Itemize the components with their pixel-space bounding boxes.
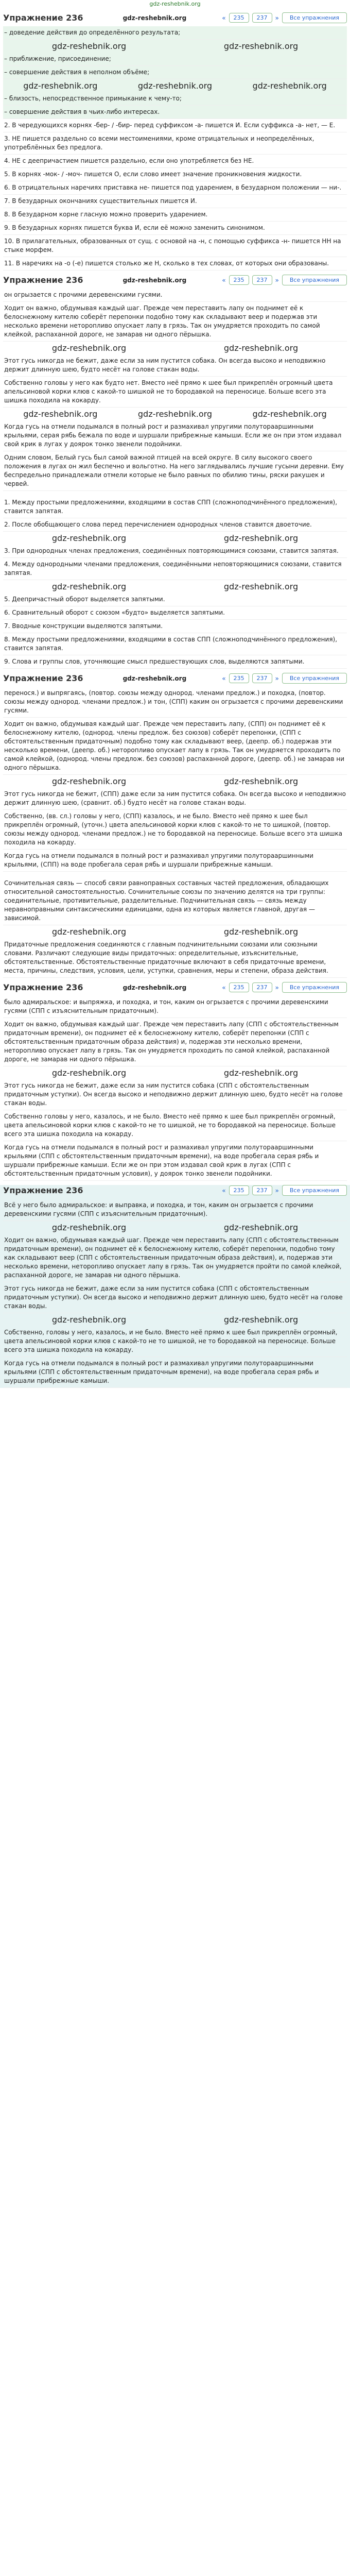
watermark: gdz-reshebnik.org [223, 533, 299, 543]
answer-line: 1. Между простыми предложениями, входящими в состав СПП (сложноподчинённого предложения), ставится запятая. [3, 496, 347, 518]
watermark: gdz-reshebnik.org [223, 343, 299, 353]
answer-line: 9. В безударных корнях пишется буква И, если её можно заменить синонимом. [3, 222, 347, 235]
next-arrow-icon[interactable]: » [275, 14, 279, 22]
answer-line: 10. В прилагательных, образованных от сущ. с основой на -н, с помощью суффикса -н- пишется НН на стыке морфем. [3, 235, 347, 257]
all-exercises-button[interactable]: Все упражнения [282, 12, 347, 23]
answer-line: – приближение, присоединение; [3, 53, 347, 66]
answer-line: 11. В наречиях на -о (-е) пишется столько же Н, сколько в тех словах, от которых они образованы. [3, 257, 347, 270]
next-arrow-icon[interactable]: » [275, 276, 279, 284]
watermark: gdz-reshebnik.org [122, 674, 187, 682]
site-header[interactable]: gdz-reshebnik.org [149, 1, 201, 7]
watermark: gdz-reshebnik.org [223, 41, 299, 51]
watermark-row [3, 40, 347, 53]
exercise-title: Упражнение 236 [3, 13, 83, 23]
watermark: gdz-reshebnik.org [51, 927, 127, 937]
prev-arrow-icon[interactable]: « [222, 14, 226, 22]
answer-line: – близость, непосредственное примыкание к чему-то; [3, 92, 347, 106]
exercise-section-1 [0, 12, 350, 270]
next-arrow-icon[interactable]: » [275, 674, 279, 682]
answer-line: 6. В отрицательных наречиях приставка не- пишется под ударением, в безударном положении — ни-. [3, 181, 347, 195]
watermark-row [3, 1221, 347, 1234]
prev-page-button[interactable]: 235 [229, 275, 249, 285]
watermark: gdz-reshebnik.org [223, 927, 299, 937]
watermark: gdz-reshebnik.org [137, 409, 213, 419]
answer-line: 2. В чередующихся корнях -бер- / -бир- перед суффиксом -а- пишется И. Если суффикса -а- нет, — Е. [3, 119, 347, 132]
next-page-button[interactable]: 237 [252, 13, 272, 23]
answer-line: Придаточные предложения соединяются с главным подчинительными союзами или союзными словами. Различают следующие виды придаточных: определительные, изъяснительные, обстоятельственные. Обстоятельственные придаточные включают в себя придаточные времени, места, причины, следствия, условия, цели, уступки, сравнения, меры и степени, образа действия. [3, 938, 347, 978]
prev-page-button[interactable]: 235 [229, 1185, 249, 1195]
answer-line: Одним словом, Белый гусь был самой важной птицей на всей округе. В силу высокого своего положения в лугах он жил беспечно и вольготно. На него заглядывались лучшие гусыни деревни. Ему беспредельно принадлежали отмели которые не было равных по обилию тины, ряски ракушек и червей. [3, 451, 347, 491]
next-page-button[interactable]: 237 [252, 673, 272, 683]
exercise-section-5 [0, 872, 350, 978]
next-arrow-icon[interactable]: » [275, 984, 279, 991]
watermark: gdz-reshebnik.org [223, 1223, 299, 1232]
exercise-section-2 [0, 275, 350, 491]
answer-line: 6. Сравнительный оборот с союзом «будто» выделяется запятыми. [3, 606, 347, 620]
watermark-row [3, 1313, 347, 1326]
answer-line: Собственно головы у него, казалось, и не было. Вместо неё прямо к шее был прикреплён огромный, цвета апельсиновой корки клюв с какой-то не то шишкой, не то бородавкой на переносице. Больше всего эта шишка походила на кокарду. [3, 1110, 347, 1141]
answer-line: Этот гусь никогда не бежит, даже если за ним пустится собака (СПП с обстоятельственным придаточным уступки). Он всегда высоко и неподвижно держит длинную шею, будто несёт на голове стакан воды. [3, 1079, 347, 1110]
exercise-title: Упражнение 236 [3, 1185, 83, 1195]
watermark: gdz-reshebnik.org [51, 41, 127, 51]
answer-line: было адмиральское: и выпряжка, и походка, и тон, каким он огрызается с прочими деревенскими гусями (СПП с изъяснительным придаточным). [3, 996, 347, 1018]
watermark: gdz-reshebnik.org [223, 1315, 299, 1325]
answer-line: Этот гусь никогда не бежит, (СПП) даже если за ним пустится собака. Он всегда высоко и неподвижно держит длинную шею, (сравнит. об.) будто несёт на голове стакан воды. [3, 788, 347, 810]
spacer [3, 872, 347, 877]
watermark: gdz-reshebnik.org [122, 276, 187, 284]
exercise-section-6 [0, 982, 350, 1181]
answer-line: 4. НЕ с деепричастием пишется раздельно, если оно употребляется без НЕ. [3, 155, 347, 168]
exercise-nav [222, 12, 347, 23]
exercise-nav [222, 673, 347, 684]
answer-line: Всё у него было адмиральское: и выправка, и походка, и тон, каким он огрызается с прочими деревенскими гусями (СПП с изъяснительным придаточным). [3, 1199, 347, 1221]
exercise-header [3, 275, 347, 285]
prev-arrow-icon[interactable]: « [222, 984, 226, 991]
answer-line: 3. НЕ пишется раздельно со всеми местоимениями, кроме отрицательных и неопределённых, употреблённых без предлога. [3, 132, 347, 155]
watermark-row [3, 342, 347, 354]
prev-arrow-icon[interactable]: « [222, 276, 226, 284]
answer-line: 7. Вводные конструкции выделяются запятыми. [3, 620, 347, 633]
answer-line: 8. Между простыми предложениями, входящими в состав СПП (сложноподчинённого предложения), ставится запятая. [3, 633, 347, 655]
answer-line: 3. При однородных членах предложения, соединённых повторяющимися союзами, ставится запятая. [3, 545, 347, 558]
exercise-section-4 [0, 673, 350, 872]
exercise-nav [222, 982, 347, 993]
all-exercises-button[interactable]: Все упражнения [282, 673, 347, 684]
exercise-title: Упражнение 236 [3, 275, 83, 285]
answer-line: Этот гусь никогда не бежит, даже если за ним пустится собака (СПП с обстоятельственным придаточным уступки). Он всегда высоко и неподвижно держит длинную шею, будто несёт на голове стакан воды. [3, 1282, 347, 1313]
watermark: gdz-reshebnik.org [51, 776, 127, 786]
watermark: gdz-reshebnik.org [51, 1315, 127, 1325]
exercise-section-7 [0, 1185, 350, 1388]
watermark: gdz-reshebnik.org [223, 582, 299, 591]
answer-line: Этот гусь никогда не бежит, даже если за ним пустится собака. Он всегда высоко и неподвижно держит длинную шею, будто несёт на голове стакан воды. [3, 354, 347, 377]
prev-page-button[interactable]: 235 [229, 13, 249, 23]
exercise-section-3 [0, 491, 350, 669]
watermark: gdz-reshebnik.org [252, 409, 327, 419]
answer-line: он огрызается с прочими деревенскими гусями. [3, 289, 347, 302]
watermark: gdz-reshebnik.org [51, 582, 127, 591]
watermark-row [3, 1066, 347, 1079]
answer-line: 5. Деепричастный оборот выделяется запятыми. [3, 593, 347, 606]
answer-line: 9. Слова и группы слов, уточняющие смысл предшествующих слов, выделяются запятыми. [3, 655, 347, 669]
watermark: gdz-reshebnik.org [223, 1068, 299, 1078]
watermark: gdz-reshebnik.org [223, 776, 299, 786]
answer-line: перенося.) и выпрягаясь, (повтор. союзы между однород. членами предлож.) и походка, (повтор. союзы между однород. членами предлож.) и тон, (СПП) каким он огрызается с прочими деревенскими гусями. [3, 687, 347, 718]
next-page-button[interactable]: 237 [252, 275, 272, 285]
exercise-header [3, 12, 347, 23]
answer-line: – совершение действия в неполном объёме; [3, 66, 347, 79]
watermark: gdz-reshebnik.org [51, 1068, 127, 1078]
watermark: gdz-reshebnik.org [51, 1223, 127, 1232]
answer-line: Когда гусь на отмели подымался в полный рост и размахивал упругими полуторааршинными крыльями (СПП с обстоятельственным придаточным времени), на воде пробегала серая рябь и шуршали прибрежные камыши. [3, 1357, 347, 1388]
watermark: gdz-reshebnik.org [252, 81, 327, 91]
answer-line: Когда гусь на отмели подымался в полный рост и размахивал упругими полуторааршинными крыльями (СПП с обстоятельственным придаточным времени), на воде пробегала серая рябь и шуршали прибрежные камыши. Если же он при этом издавал свой крик в лугах (СПП с обстоятельственным придаточным условия), у доярок тонко звенели подойники. [3, 1141, 347, 1181]
answer-line: Когда гусь на отмели подымался в полный рост и размахивал упругими полуторааршинными крыльями, (СПП) на воде пробегала серая рябь и шуршали прибрежные камыши. [3, 850, 347, 872]
answer-line: 7. В безударных окончаниях существительных пишется И. [3, 195, 347, 208]
answer-line: Когда гусь на отмели подымался в полный рост и размахивал упругими полуторааршинными крыльями, серая рябь бежала по воде и шуршали прибрежные камыши. Если же он при этом издавал свой крик в лугах у доярок тонко звенели подойники. [3, 420, 347, 451]
watermark-row [3, 408, 347, 420]
watermark-row [3, 925, 347, 938]
answer-line: Ходит он важно, обдумывая каждый шаг. Прежде чем переставить лапу (СПП с обстоятельственным придаточным времени), он поднимет её к белоснежному кителю, соберёт перепонки (СПП с обстоятельственным придаточным образа действия) и, подержав эти несколько времени, неторопливо опускает лапу в грязь. Так он умудряется проходить по самой клейкой, распаханной дороге, не замарав ни одного пёрышка. [3, 1018, 347, 1066]
answer-line: Собственно, головы у него, казалось, и не было. Вместо неё прямо к шее был прикреплён огромный, цвета апельсиновой корки клюв с какой-то не то шишкой, не то бородавкой на переносице. Больше всего эта шишка походила на кокарду. [3, 1326, 347, 1357]
answer-line: Ходит он важно, обдумывая каждый шаг. Прежде чем переставить лапу он поднимет её к белоснежному кителю соберёт перепонки подобно тому как складывают веер и подержав эти несколько времени неторопливо опускает лапу в грязь. Так он умудряется проходить по самой клейкой, распаханной дороге, не замарав ни одного пёрышка. [3, 302, 347, 342]
exercise-header [3, 982, 347, 993]
prev-arrow-icon[interactable]: « [222, 674, 226, 682]
prev-page-button[interactable]: 235 [229, 673, 249, 683]
watermark-row [3, 79, 347, 92]
watermark: gdz-reshebnik.org [23, 409, 98, 419]
watermark: gdz-reshebnik.org [51, 533, 127, 543]
answer-line: Ходит он важно, обдумывая каждый шаг. Прежде чем переставить лапу, (СПП) он поднимет её к белоснежному кителю, (однород. члены предлож. без союзов) соберёт перепонки, (СПП с обстоятельственным придаточным) подобно тому как складывают веер, (деепр. об.) подержав эти несколько времени, (деепр. об.) неторопливо опускает лапу в грязь. Так он умудряется проходить по самой клейкой, (однород. члены предлож. без союзов) распаханной дороге, (деепр. об.) не замарав ни одного пёрышка. [3, 718, 347, 775]
answer-line: Собственно головы у него как будто нет. Вместо неё прямо к шее был прикреплён огромный цвета апельсиновой корки клюв с какой-то шишкой не то бородавкой на переносице. Больше всего эта шишка походила на кокарду. [3, 377, 347, 408]
spacer [3, 491, 347, 496]
next-page-button[interactable]: 237 [252, 1185, 272, 1195]
exercise-header [3, 673, 347, 684]
watermark-row [3, 580, 347, 593]
answer-block [3, 26, 347, 119]
answer-line: – совершение действия в чьих-либо интересах. [3, 106, 347, 119]
watermark-row [3, 532, 347, 545]
watermark-row [3, 775, 347, 788]
next-arrow-icon[interactable]: » [275, 1187, 279, 1194]
exercise-header [3, 1185, 347, 1196]
answer-line: 8. В безударном корне гласную можно проверить ударением. [3, 208, 347, 222]
exercise-nav [222, 275, 347, 285]
next-page-button[interactable]: 237 [252, 982, 272, 992]
answer-line: Сочинительная связь — способ связи равноправных составных частей предложения, обладающих относительной самостоятельностью. Сочинительные союзы по значению делятся на три группы: соединительные, противительные, разделительные. Подчинительная связь — связь между неравноправными синтаксическими единицами, одна из которых является главной, другая — зависимой. [3, 877, 347, 925]
watermark: gdz-reshebnik.org [23, 81, 98, 91]
watermark: gdz-reshebnik.org [122, 984, 187, 991]
exercise-nav [222, 1185, 347, 1196]
answer-line: Ходит он важно, обдумывая каждый шаг. Прежде чем переставить лапу (СПП с обстоятельственным придаточным времени), он поднимет её к белоснежному кителю, соберёт перепонки, подобно тому как складывают веер (СПП с обстоятельственным придаточным образа действия), и, подержав эти несколько времени, неторопливо опускает лапу в грязь. Так он умудряется пройти по самой клейкой, распаханной дороге, не замарав ни одного пёрышка. [3, 1234, 347, 1282]
prev-arrow-icon[interactable]: « [222, 1187, 226, 1194]
watermark: gdz-reshebnik.org [122, 14, 187, 22]
answer-line: 4. Между однородными членами предложения, соединёнными неповторяющимися союзами, ставится запятая. [3, 558, 347, 580]
all-exercises-button[interactable]: Все упражнения [282, 982, 347, 993]
answer-line: Собственно, (вв. сл.) головы у него, (СПП) казалось, и не было. Вместо неё прямо к шее был прикреплён огромный, (уточн.) цвета апельсиновой корки клюв с какой-то не то шишкой, (повтор. союзы между однород. членами предлож.) не то бородавкой на переносице. Больше всего эта шишка походила на кокарду. [3, 810, 347, 850]
answer-line: 2. После обобщающего слова перед перечислением однородных членов ставится двоеточие. [3, 518, 347, 532]
answer-line: – доведение действия до определённого результата; [3, 26, 347, 40]
exercise-title: Упражнение 236 [3, 673, 83, 683]
prev-page-button[interactable]: 235 [229, 982, 249, 992]
all-exercises-button[interactable]: Все упражнения [282, 275, 347, 285]
watermark: gdz-reshebnik.org [51, 343, 127, 353]
watermark: gdz-reshebnik.org [137, 81, 213, 91]
all-exercises-button[interactable]: Все упражнения [282, 1185, 347, 1196]
exercise-title: Упражнение 236 [3, 982, 83, 992]
answer-line: 5. В корнях -мок- / -моч- пишется О, если слово имеет значение проникновения жидкости. [3, 168, 347, 181]
